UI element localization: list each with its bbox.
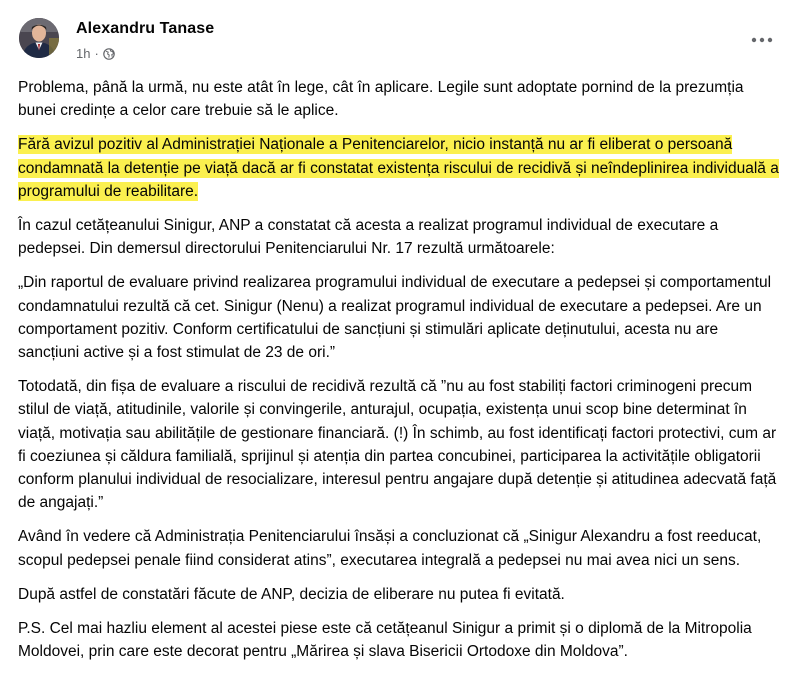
post-body: [18, 76, 783, 674]
paragraph-conclusion: Având în vedere că Administrația Penitenciarului însăși a concluzionat că „Sinigur Alexandru a fost reeducat, scopul pedepsei penale fiind considerat atins”, executarea integrală a pedepsei nu mai avea nici un sens.: [18, 528, 762, 569]
paragraph-highlighted: [18, 133, 783, 203]
highlighted-text: Fără avizul pozitiv al Administrației Naționale a Penitenciarelor, nicio instanță nu ar fi eliberat o persoană condamnată la detenție pe viață dacă ar fi constatat existența riscului de recidivă și neîndeplinirea individuală a programului de reabilitare.: [18, 136, 779, 200]
author-name[interactable]: Alexandru Tanase: [76, 20, 215, 37]
paragraph-decision: După astfel de constatări făcute de ANP, decizia de eliberare nu putea fi evitată.: [18, 585, 565, 603]
more-options-icon[interactable]: [750, 32, 774, 48]
paragraph-postscript: P.S. Cel mai hazliu element al acestei piese este că cetățeanul Sinigur a primit și o diplomă de la Mitropolia Moldovei, prin care este decorat pentru „Mărirea și slava Bisericii Ortodoxe din Moldova”.: [18, 620, 752, 661]
author-avatar[interactable]: [19, 18, 59, 58]
paragraph-risk-assessment: Totodată, din fișa de evaluare a riscului de recidivă rezultă că ”nu au fost stabiliți factori criminogeni precum stilul de viață, atitudinile, valorile și convingerile, anturajul, ocupația, existența unui scop bine determinat în viață, motivația sau abilitățile de gestionare financiară. (!) În schimb, au fost identificați factori protectivi, cum ar fi coeziunea și căldura familială, sprijinul și atenția din partea concubinei, participarea la activitățile obligatorii conform planului individual de resocializare, interesul pentru angajare după detenție și atitudinea adecvată față de angajați.”: [18, 378, 777, 512]
globe-icon[interactable]: [103, 48, 115, 60]
paragraph-anp-finding: În cazul cetățeanului Sinigur, ANP a constatat că acesta a realizat programul individual de executare a pedepsei. Din demersul directorului Penitenciarului Nr. 17 rezultă următoarele:: [18, 217, 719, 258]
paragraph-quote-report: „Din raportul de evaluare privind realizarea programului individual de executare a pedepsei și comportamentul condamnatului rezultă că cet. Sinigur (Nenu) a realizat programul individual de executare a pedepsei. Are un comportament pozitiv. Conform certificatului de sancțiuni și stimulări aplicate deținutului, acesta nu are sancțiuni active și a fost stimulat de 23 de ori.”: [18, 274, 772, 362]
post-timestamp[interactable]: 1h: [76, 46, 91, 61]
meta-separator: ·: [94, 46, 99, 61]
avatar-image: [19, 18, 59, 58]
post-meta: [76, 46, 115, 61]
paragraph-intro: Problema, până la urmă, nu este atât în lege, cât în aplicare. Legile sunt adoptate pornind de la prezumția bunei credințe a celor care trebuie să le aplice.: [18, 79, 744, 120]
